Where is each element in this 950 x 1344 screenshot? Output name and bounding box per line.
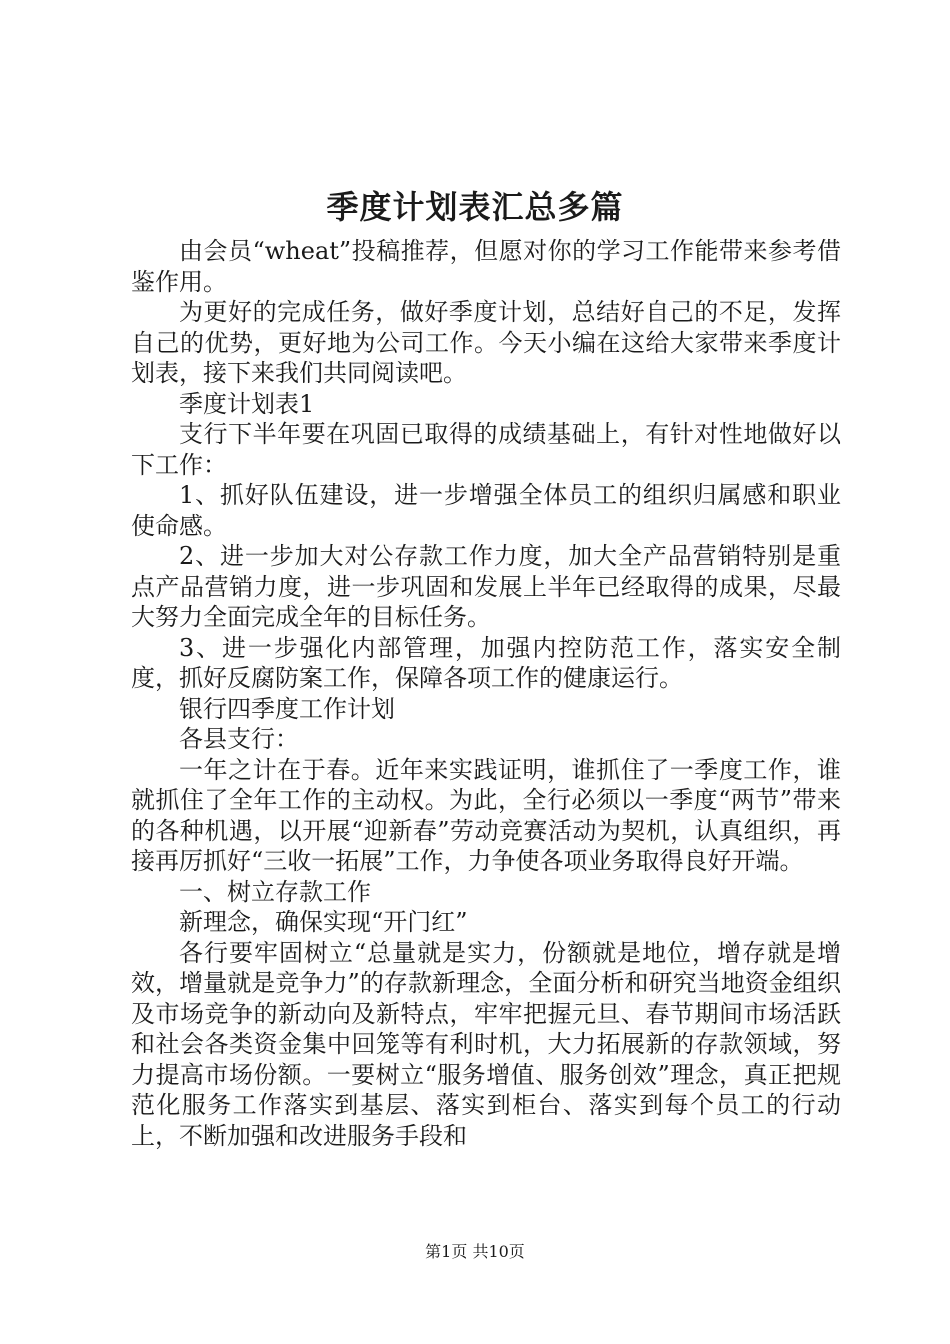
section-heading: 一、树立存款工作 (179, 877, 371, 906)
section-heading: 银行四季度工作计划 (179, 694, 395, 723)
list-item: 1、抓好队伍建设，进一步增强全体员工的组织归属感和职业使命感。 (131, 481, 841, 540)
paragraph: 为更好的完成任务，做好季度计划，总结好自己的不足，发挥自己的优势，更好地为公司工作。今天小编在这给大家带来季度计划表，接下来我们共同阅读吧。 (131, 298, 841, 387)
salutation: 各县支行： (179, 725, 299, 753)
paragraph: 各行要牢固树立“总量就是实力，份额就是地位，增存就是增效，增量就是竞争力”的存款新理念，全面分析和研究当地资金组织及市场竞争的新动向及新特点，牢牢把握元旦、春节期间市场活跃和社会各类资金集中回笼等有利时机，大力拓展新的存款领域，努力提高市场份额。一要树立“服务增值、服务创效”理念，真正把规范化服务工作落实到基层、落实到柜台、落实到每个员工的行动上，不断加强和改进服务手段和 (131, 938, 841, 1150)
paragraph: 一年之计在于春。近年来实践证明，谁抓住了一季度工作，谁就抓住了全年工作的主动权。为此，全行必须以一季度“两节”带来的各种机遇，以开展“迎新春”劳动竞赛活动为契机，认真组织，再接再厉抓好“三收一拓展”工作，力争使各项业务取得良好开端。 (131, 755, 841, 875)
list-item: 2、进一步加大对公存款工作力度，加大全产品营销特别是重点产品营销力度，进一步巩固和发展上半年已经取得的成果，尽最大努力全面完成全年的目标任务。 (131, 542, 841, 631)
paragraph: 由会员“wheat”投稿推荐，但愿对你的学习工作能带来参考借鉴作用。 (131, 237, 841, 296)
list-item: 3、进一步强化内部管理，加强内控防范工作，落实安全制度，抓好反腐防案工作，保障各项工作的健康运行。 (131, 633, 841, 692)
page-footer: 第1页 共10页 (425, 1242, 525, 1261)
document-body (131, 236, 841, 1151)
paragraph: 支行下半年要在巩固已取得的成绩基础上，有针对性地做好以下工作： (131, 420, 841, 479)
section-heading: 季度计划表1 (179, 389, 315, 418)
document-title: 季度计划表汇总多篇 (326, 188, 624, 226)
section-heading: 新理念，确保实现“开门红” (179, 908, 468, 936)
